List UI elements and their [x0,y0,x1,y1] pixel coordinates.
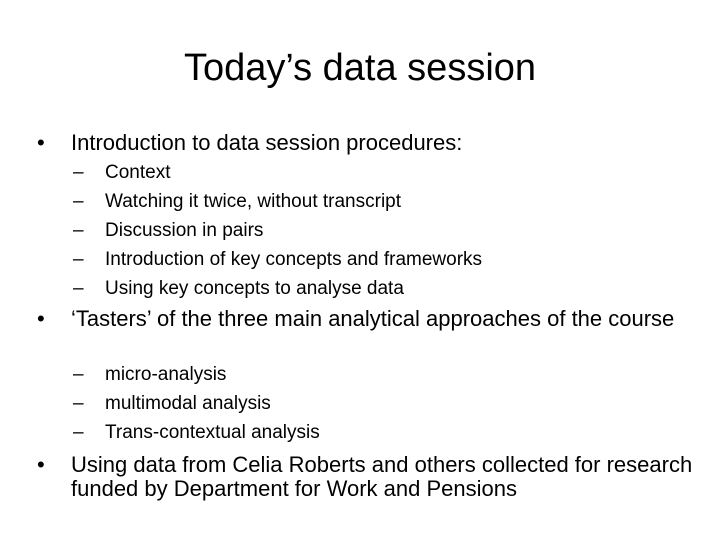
bullet-item-tasters [37,307,697,331]
dash-marker: – [73,364,84,385]
bullet-text: ‘Tasters’ of the three main analytical approaches of the course [71,306,675,331]
dash-marker: – [73,191,84,212]
sub-bullet-text: Introduction of key concepts and frameworks [105,249,483,270]
sub-bullet-text: multimodal analysis [105,393,271,414]
bullet-text: Introduction to data session procedures: [71,130,463,155]
bullet-item-data-source [37,453,697,501]
dash-marker: – [73,393,84,414]
bullet-text: Using data from Celia Roberts and others collected for research funded by Department for Work and Pensions [71,452,693,501]
sub-bullet-text: Trans-contextual analysis [105,422,320,443]
slide-title: Today’s data session [183,47,537,89]
sub-bullet-text: Watching it twice, without transcript [105,191,402,212]
dash-marker: – [73,162,84,183]
dash-marker: – [73,220,84,241]
bullet-marker: • [37,306,45,331]
bullet-marker: • [37,130,45,155]
sub-bullet-text: Context [105,162,171,183]
bullet-marker: • [37,452,45,477]
dash-marker: – [73,422,84,443]
sub-bullet-text: Discussion in pairs [105,220,264,241]
dash-marker: – [73,278,84,299]
sub-bullet-text: Using key concepts to analyse data [105,278,404,299]
sub-bullet-text: micro-analysis [105,364,227,385]
dash-marker: – [73,249,84,270]
bullet-item-procedures [37,131,697,155]
